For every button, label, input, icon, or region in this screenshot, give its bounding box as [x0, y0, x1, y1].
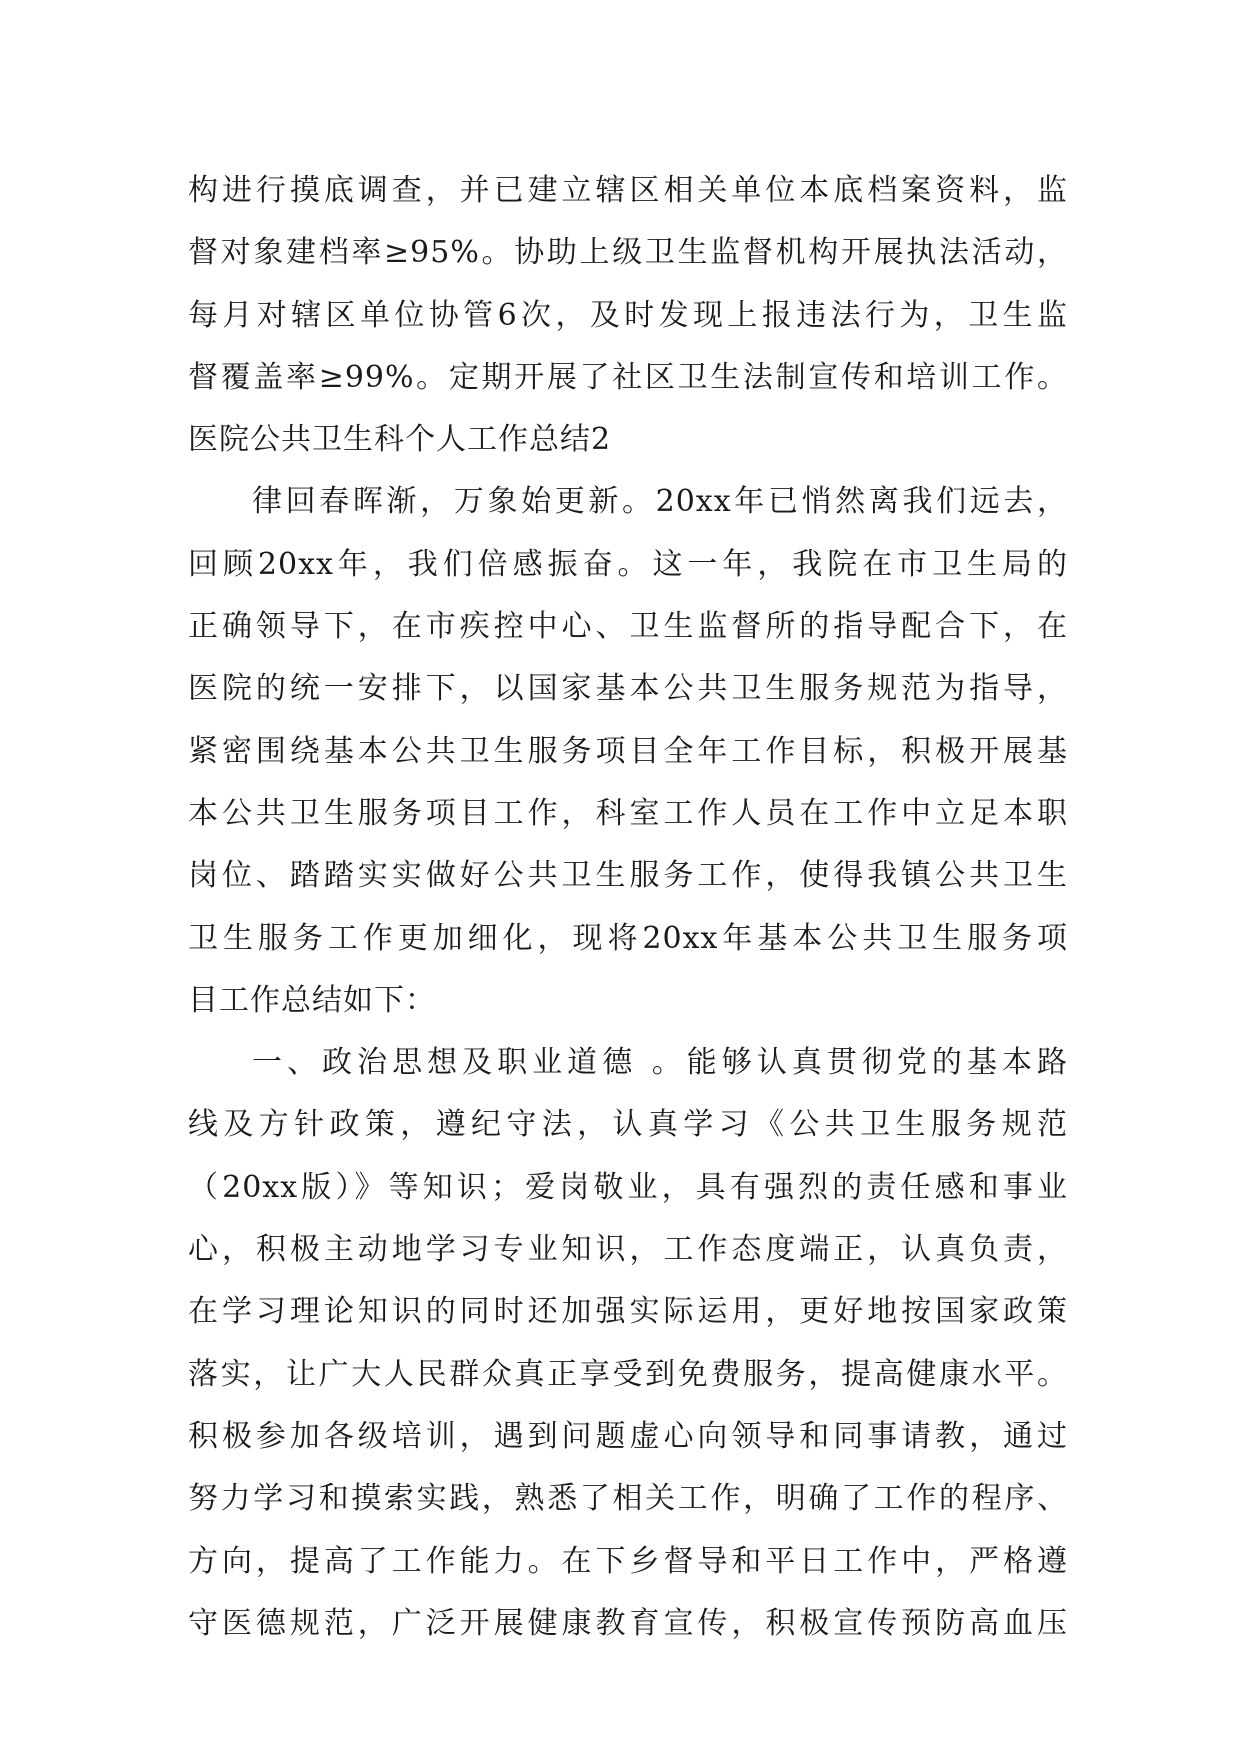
paragraph-line: 正确领导下，在市疾控中心、卫生监督所的指导配合下，在	[188, 609, 1068, 645]
paragraph-line: 律回春晖渐，万象始更新。20xx年已悄然离我们远去，	[252, 484, 1068, 520]
paragraph-line: 紧密围绕基本公共卫生服务项目全年工作目标，积极开展基	[188, 733, 1068, 769]
paragraph-line: 目工作总结如下：	[188, 982, 436, 1018]
paragraph-line: 线及方针政策，遵纪守法，认真学习《公共卫生服务规范	[188, 1107, 1068, 1143]
paragraph-line: 每月对辖区单位协管6次，及时发现上报违法行为，卫生监	[188, 297, 1068, 333]
document-body	[188, 160, 1068, 1655]
paragraph-line: 构进行摸底调查，并已建立辖区相关单位本底档案资料，监	[188, 173, 1068, 208]
paragraph-line: 努力学习和摸索实践，熟悉了相关工作，明确了工作的程序、	[188, 1481, 1068, 1517]
paragraph-line: 回顾20xx年，我们倍感振奋。这一年，我院在市卫生局的	[188, 546, 1068, 582]
paragraph-line: 在学习理论知识的同时还加强实际运用，更好地按国家政策	[188, 1294, 1068, 1330]
paragraph-line: 守医德规范，广泛开展健康教育宣传，积极宣传预防高血压	[188, 1605, 1068, 1641]
paragraph-line: 方向，提高了工作能力。在下乡督导和平日工作中，严格遵	[188, 1543, 1068, 1579]
paragraph-line: 心，积极主动地学习专业知识，工作态度端正，认真负责，	[188, 1232, 1068, 1268]
paragraph-line: 督对象建档率≥95%。协助上级卫生监督机构开展执法活动，	[188, 235, 1068, 271]
paragraph-line: 落实，让广大人民群众真正享受到免费服务，提高健康水平。	[188, 1356, 1068, 1392]
paragraph-line: 本公共卫生服务项目工作，科室工作人员在工作中立足本职	[188, 795, 1068, 831]
paragraph-line: 督覆盖率≥99%。定期开展了社区卫生法制宣传和培训工作。	[188, 359, 1068, 395]
paragraph-line: 岗位、踏踏实实做好公共卫生服务工作，使得我镇公共卫生	[188, 858, 1068, 894]
paragraph-line: 一、政治思想及职业道德 。能够认真贯彻党的基本路	[252, 1045, 1068, 1081]
paragraph-line: 医院的统一安排下，以国家基本公共卫生服务规范为指导，	[188, 671, 1068, 707]
section-heading: 医院公共卫生科个人工作总结2	[188, 422, 612, 458]
paragraph-line: （20xx版）》等知识；爱岗敬业，具有强烈的责任感和事业	[188, 1169, 1068, 1205]
paragraph-line: 卫生服务工作更加细化，现将20xx年基本公共卫生服务项	[188, 920, 1068, 956]
paragraph-line: 积极参加各级培训，遇到问题虚心向领导和同事请教，通过	[188, 1418, 1068, 1454]
